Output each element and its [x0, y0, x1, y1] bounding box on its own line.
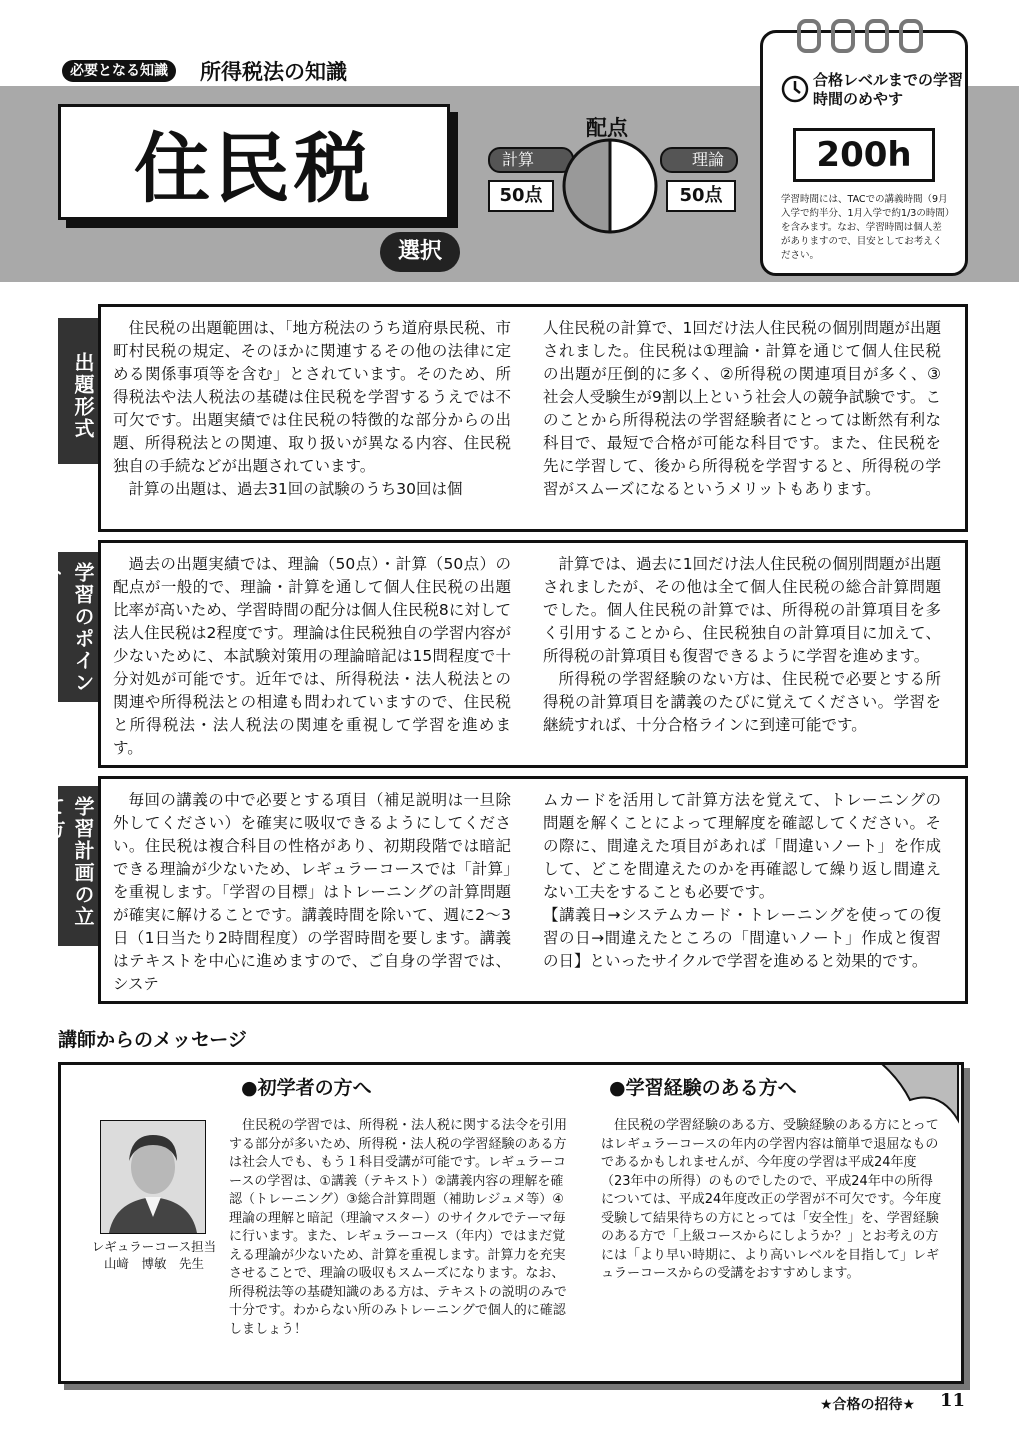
- paragraph: ムカードを活用して計算方法を覚えて、トレーニングの問題を解くことによって理解度を確認してください。その際に、間違えた項目があれば「間違いノート」を作成して、どこを間違えたのかを再確認して繰り返し間違えない工夫をすることも必要です。: [543, 791, 941, 901]
- instructor-caption: [74, 1238, 234, 1272]
- section-tab: 学習計画の立て方: [58, 786, 98, 946]
- footer-brand: ★合格の招待★: [820, 1397, 916, 1413]
- section-right-column: [543, 553, 941, 737]
- title-box: [58, 104, 450, 220]
- points-pie: [560, 136, 660, 236]
- portrait-image: [101, 1121, 205, 1233]
- experienced-text-block: [601, 1117, 943, 1284]
- paragraph: 計算では、過去に1回だけ法人住民税の個別問題が出題されましたが、その他は全て個人住民税の総合計算問題でした。個人住民税の計算では、所得税の計算項目を多く引用することから、住民税独自の計算項目に加えて、所得税の計算項目も復習できるように学習を進めます。: [543, 555, 941, 665]
- study-hours: 200h: [793, 128, 935, 182]
- ring-icon: [831, 19, 855, 53]
- instructor-role: レギュラーコース担当: [91, 1239, 217, 1254]
- paragraph: 過去の出題実績では、理論（50点）・計算（50点）の配点が一般的で、理論・計算を通して個人住民税の出題比率が高いため、学習時間の配分は個人住民税8に対して法人住民税は2程度です。理論は住民税独自の学習内容が少ないために、本試験対策用の理論暗記は15問程度で十分対処が可能です。近年では、所得税法・法人税法との関連や所得税法との相違も問われていますので、住民税と所得税法・法人税法の関連を重視して学習を進めます。: [113, 555, 511, 757]
- study-time-card: [760, 30, 968, 276]
- section-left-column: [113, 789, 511, 996]
- section-study-points: [98, 540, 968, 768]
- select-badge: 選択: [380, 232, 460, 272]
- experienced-title: ●学習経験のある方へ: [609, 1077, 797, 1099]
- message-heading: 講師からのメッセージ: [58, 1029, 247, 1051]
- paragraph: 所得税の学習経験のない方は、住民税で必要とする所得税の計算項目を講義のたびに覚えてください。学習を継続すれば、十分合格ラインに到達可能です。: [543, 670, 941, 734]
- study-time-title: 合格レベルまでの学習時間のめやす: [813, 71, 964, 108]
- section-study-plan: [98, 776, 968, 1004]
- paragraph: 【講義日→システムカード・トレーニングを使っての復習の日→間違えたところの「間違いノート」作成と復習の日】といったサイクルで学習を進めると効果的です。: [543, 906, 941, 970]
- section-left-column: [113, 553, 511, 760]
- page-number: 11: [940, 1390, 966, 1411]
- paragraph: 毎回の講義の中で必要とする項目（補足説明は一旦除外してください）を確実に吸収できるようにしてください。住民税は複合科目の性格があり、初期段階では暗記できる理論が少ないため、レギュラーコースでは「計算」を重視します。「学習の目標」はトレーニングの計算問題が確実に解けることです。講義時間を除いて、週に2～3日（1日当たり2時間程度）の学習時間を要します。講義はテキストを中心に進めますので、ご自身の学習では、システ: [113, 791, 511, 993]
- pie-slice-theory: [610, 140, 656, 232]
- calc-score: 50点: [488, 180, 554, 212]
- experienced-text: 住民税の学習経験のある方、受験経験のある方にとってはレギュラーコースの年内の学習内容は簡単で退屈なものであるかもしれませんが、今年度の学習は平成24年度（23年中の所得）のものでしたので、平成24年中の所得については、平成24年度改正の学習が不可欠です。今年度受験して結果待ちの方にとっては「安全性」を、学習経験のある方で「上級コースからにしようか？」とお考えの方には「より早い時期に、より高いレベルを目指して」レギュラーコースからの受講をおすすめします。: [601, 1118, 942, 1281]
- section-tab: 学習のポイント: [58, 552, 98, 702]
- instructor-photo: [100, 1120, 206, 1234]
- clock-icon: [781, 75, 809, 103]
- section-left-column: [113, 317, 511, 501]
- paragraph: 住民税の出題範囲は、「地方税法のうち道府県民税、市町村民税の規定、そのほかに関連するその他の法律に定める関係事項等を含む」とされています。そのため、所得税法や法人税法の基礎は住民税を学習するうえでは不可欠です。出題実績では住民税の特徴的な部分からの出題、所得税法との関連、取り扱いが異なる内容、住民税独自の手続などが出題されています。: [113, 319, 511, 475]
- subject-title: 所得税法の知識: [200, 60, 347, 84]
- beginner-title: ●初学者の方へ: [241, 1077, 372, 1099]
- theory-label: 理論: [660, 147, 738, 173]
- section-right-column: [543, 317, 941, 501]
- beginner-text-block: [229, 1117, 567, 1339]
- paragraph: 人住民税の計算で、1回だけ法人住民税の個別問題が出題されました。住民税は①理論・計算を通じて個人住民税の出題が圧倒的に多く、②所得税の関連項目が多く、③社会人受験生が9割以上という社会人の競争試験です。このことから所得税法の学習経験者にとっては断然有利な科目で、最短で合格が可能な科目です。また、住民税を先に学習して、後から所得税を学習すると、所得税の学習がスムーズになるというメリットもあります。: [543, 319, 941, 498]
- ring-icon: [899, 19, 923, 53]
- calc-label: 計算: [488, 147, 574, 173]
- theory-score: 50点: [666, 180, 736, 212]
- section-right-column: [543, 789, 941, 973]
- section-exam-format: [98, 304, 968, 532]
- ring-icon: [865, 19, 889, 53]
- ring-icon: [797, 19, 821, 53]
- study-time-note: 学習時間には、TACでの講義時間（9月入学で約半分、1月入学で約1/3の時間）を含みます。なお、学習時間は個人差がありますので、目安としてお考えください。: [781, 194, 950, 261]
- instructor-name: 山﨑 博敏 先生: [103, 1256, 204, 1271]
- paragraph: 計算の出題は、過去31回の試験のうち30回は個: [128, 480, 463, 498]
- category-badge: 必要となる知識: [62, 60, 176, 82]
- pie-slice-calc: [564, 140, 610, 232]
- beginner-text: 住民税の学習では、所得税・法人税に関する法令を引用する部分が多いため、所得税・法人税の学習経験のある方は社会人でも、もう１科目受講が可能です。レギュラーコースの学習は、①講義（テキスト）②講義内容の理解を確認（トレーニング）③総合計算問題（補助レジュメ等）④理論の理解と暗記（理論マスター）のサイクルでテーマ毎に行います。また、レギュラーコース（年内）ではまだ覚える理論が少ないため、計算を重視します。計算力を充実させることで、理論の吸収もスムーズになります。なお、所得税法等の基礎知識のある方は、テキストの説明のみで十分です。わからない所のみトレーニングで個人的に確認しましょう！: [229, 1118, 568, 1337]
- section-tab: 出題形式: [58, 318, 98, 464]
- page-curl-decoration: [880, 1060, 962, 1124]
- page-title: 住民税: [134, 123, 374, 213]
- points-title: 配点: [586, 116, 628, 140]
